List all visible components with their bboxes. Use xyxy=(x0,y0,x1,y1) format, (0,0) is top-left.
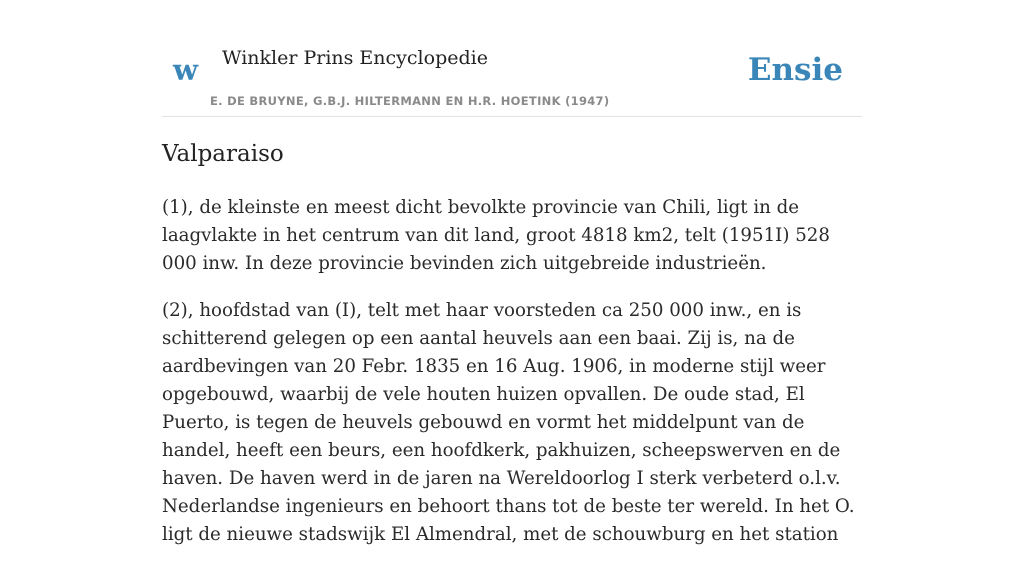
article-paragraph: (2), hoofdstad van (I), telt met haar voorsteden ca 250 000 inw., en is schitterend gelegen op een aantal heuvels aan een baai. Zij is, na de aardbevingen van 20 Febr. 1835 en 16 Aug. 1906, in moderne stijl weer opgebouwd, waarbij de vele houten huizen opvallen. De oude stad, El Puerto, is tegen de heuvels gebouwd en vormt het middelpunt van de handel, heeft een beurs, een hoofdkerk, pakhuizen, scheepswerven en de haven. De haven werd in de jaren na Wereldoorlog I sterk verbeterd o.l.v. Nederlandse ingenieurs en behoort thans tot de beste ter wereld. In het O. ligt de nieuwe stadswijk El Almendral, met de schouwburg en het station xyxy=(162,300,855,545)
article-paragraph: (1), de kleinste en meest dicht bevolkte provincie van Chili, ligt in de laagvlakte in het centrum van dit land, groot 4818 km2, telt (1951I) 528 000 inw. In deze provincie bevinden zich uitgebreide industrieën. xyxy=(162,197,830,274)
source-logo: w xyxy=(173,53,198,87)
article xyxy=(162,136,862,568)
article-title: Valparaiso xyxy=(162,141,284,167)
source-authors: E. DE BRUYNE, G.B.J. HILTERMANN EN H.R. HOETINK (1947) xyxy=(210,94,610,108)
brand-logo-link[interactable]: Ensie xyxy=(747,52,843,88)
source-header xyxy=(162,0,862,117)
source-title[interactable]: Winkler Prins Encyclopedie xyxy=(222,47,488,69)
